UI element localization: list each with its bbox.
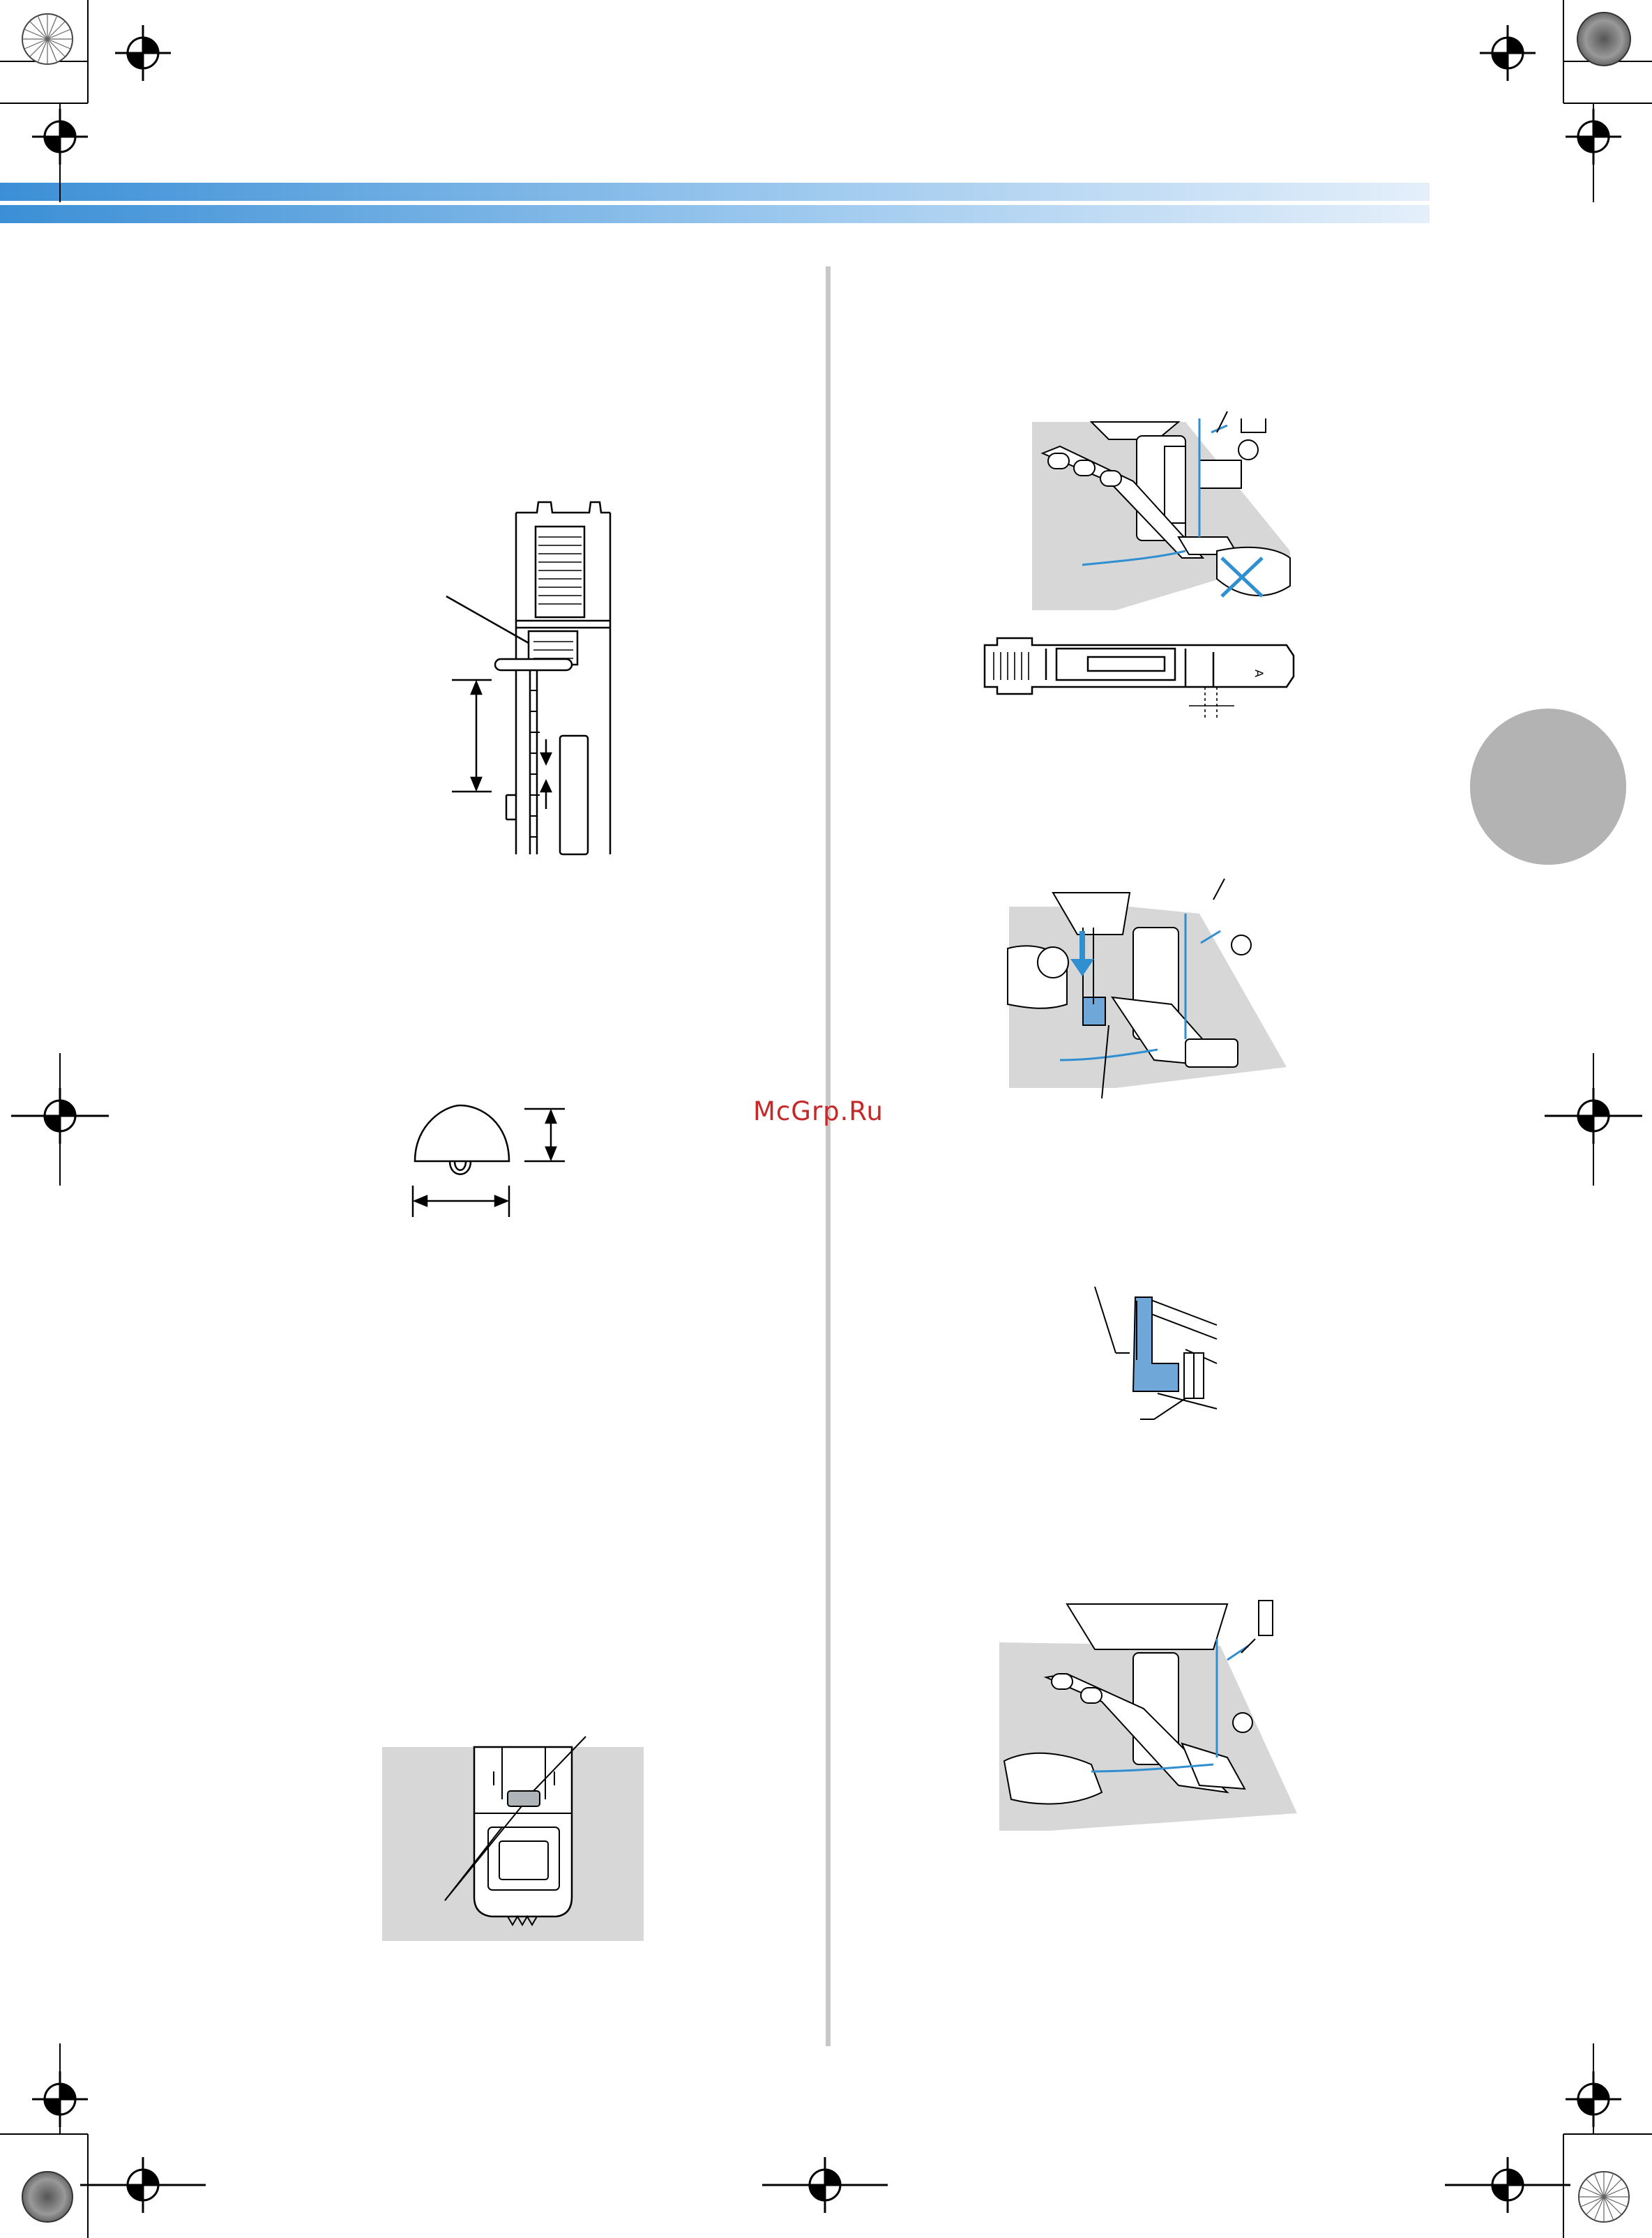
figure-buttonhole-foot-scale [446, 502, 610, 854]
figure-wrong-foot-position [1032, 411, 1290, 610]
figure-lower-buttonhole-lever [1008, 879, 1287, 1098]
figure-start-sewing-hold-thread [999, 1601, 1297, 1831]
header-band [0, 183, 1430, 223]
figure-foot-top-view [985, 638, 1294, 718]
figure-button-dimensions [413, 1105, 565, 1217]
watermark-text: McGrp.Ru [753, 1096, 884, 1126]
figure-lever-detail [1095, 1287, 1217, 1419]
column-divider [826, 266, 831, 2046]
figure-foot-marks-closeup [382, 1737, 644, 1941]
svg-text:A: A [1252, 670, 1266, 677]
chapter-tab [1470, 709, 1626, 865]
